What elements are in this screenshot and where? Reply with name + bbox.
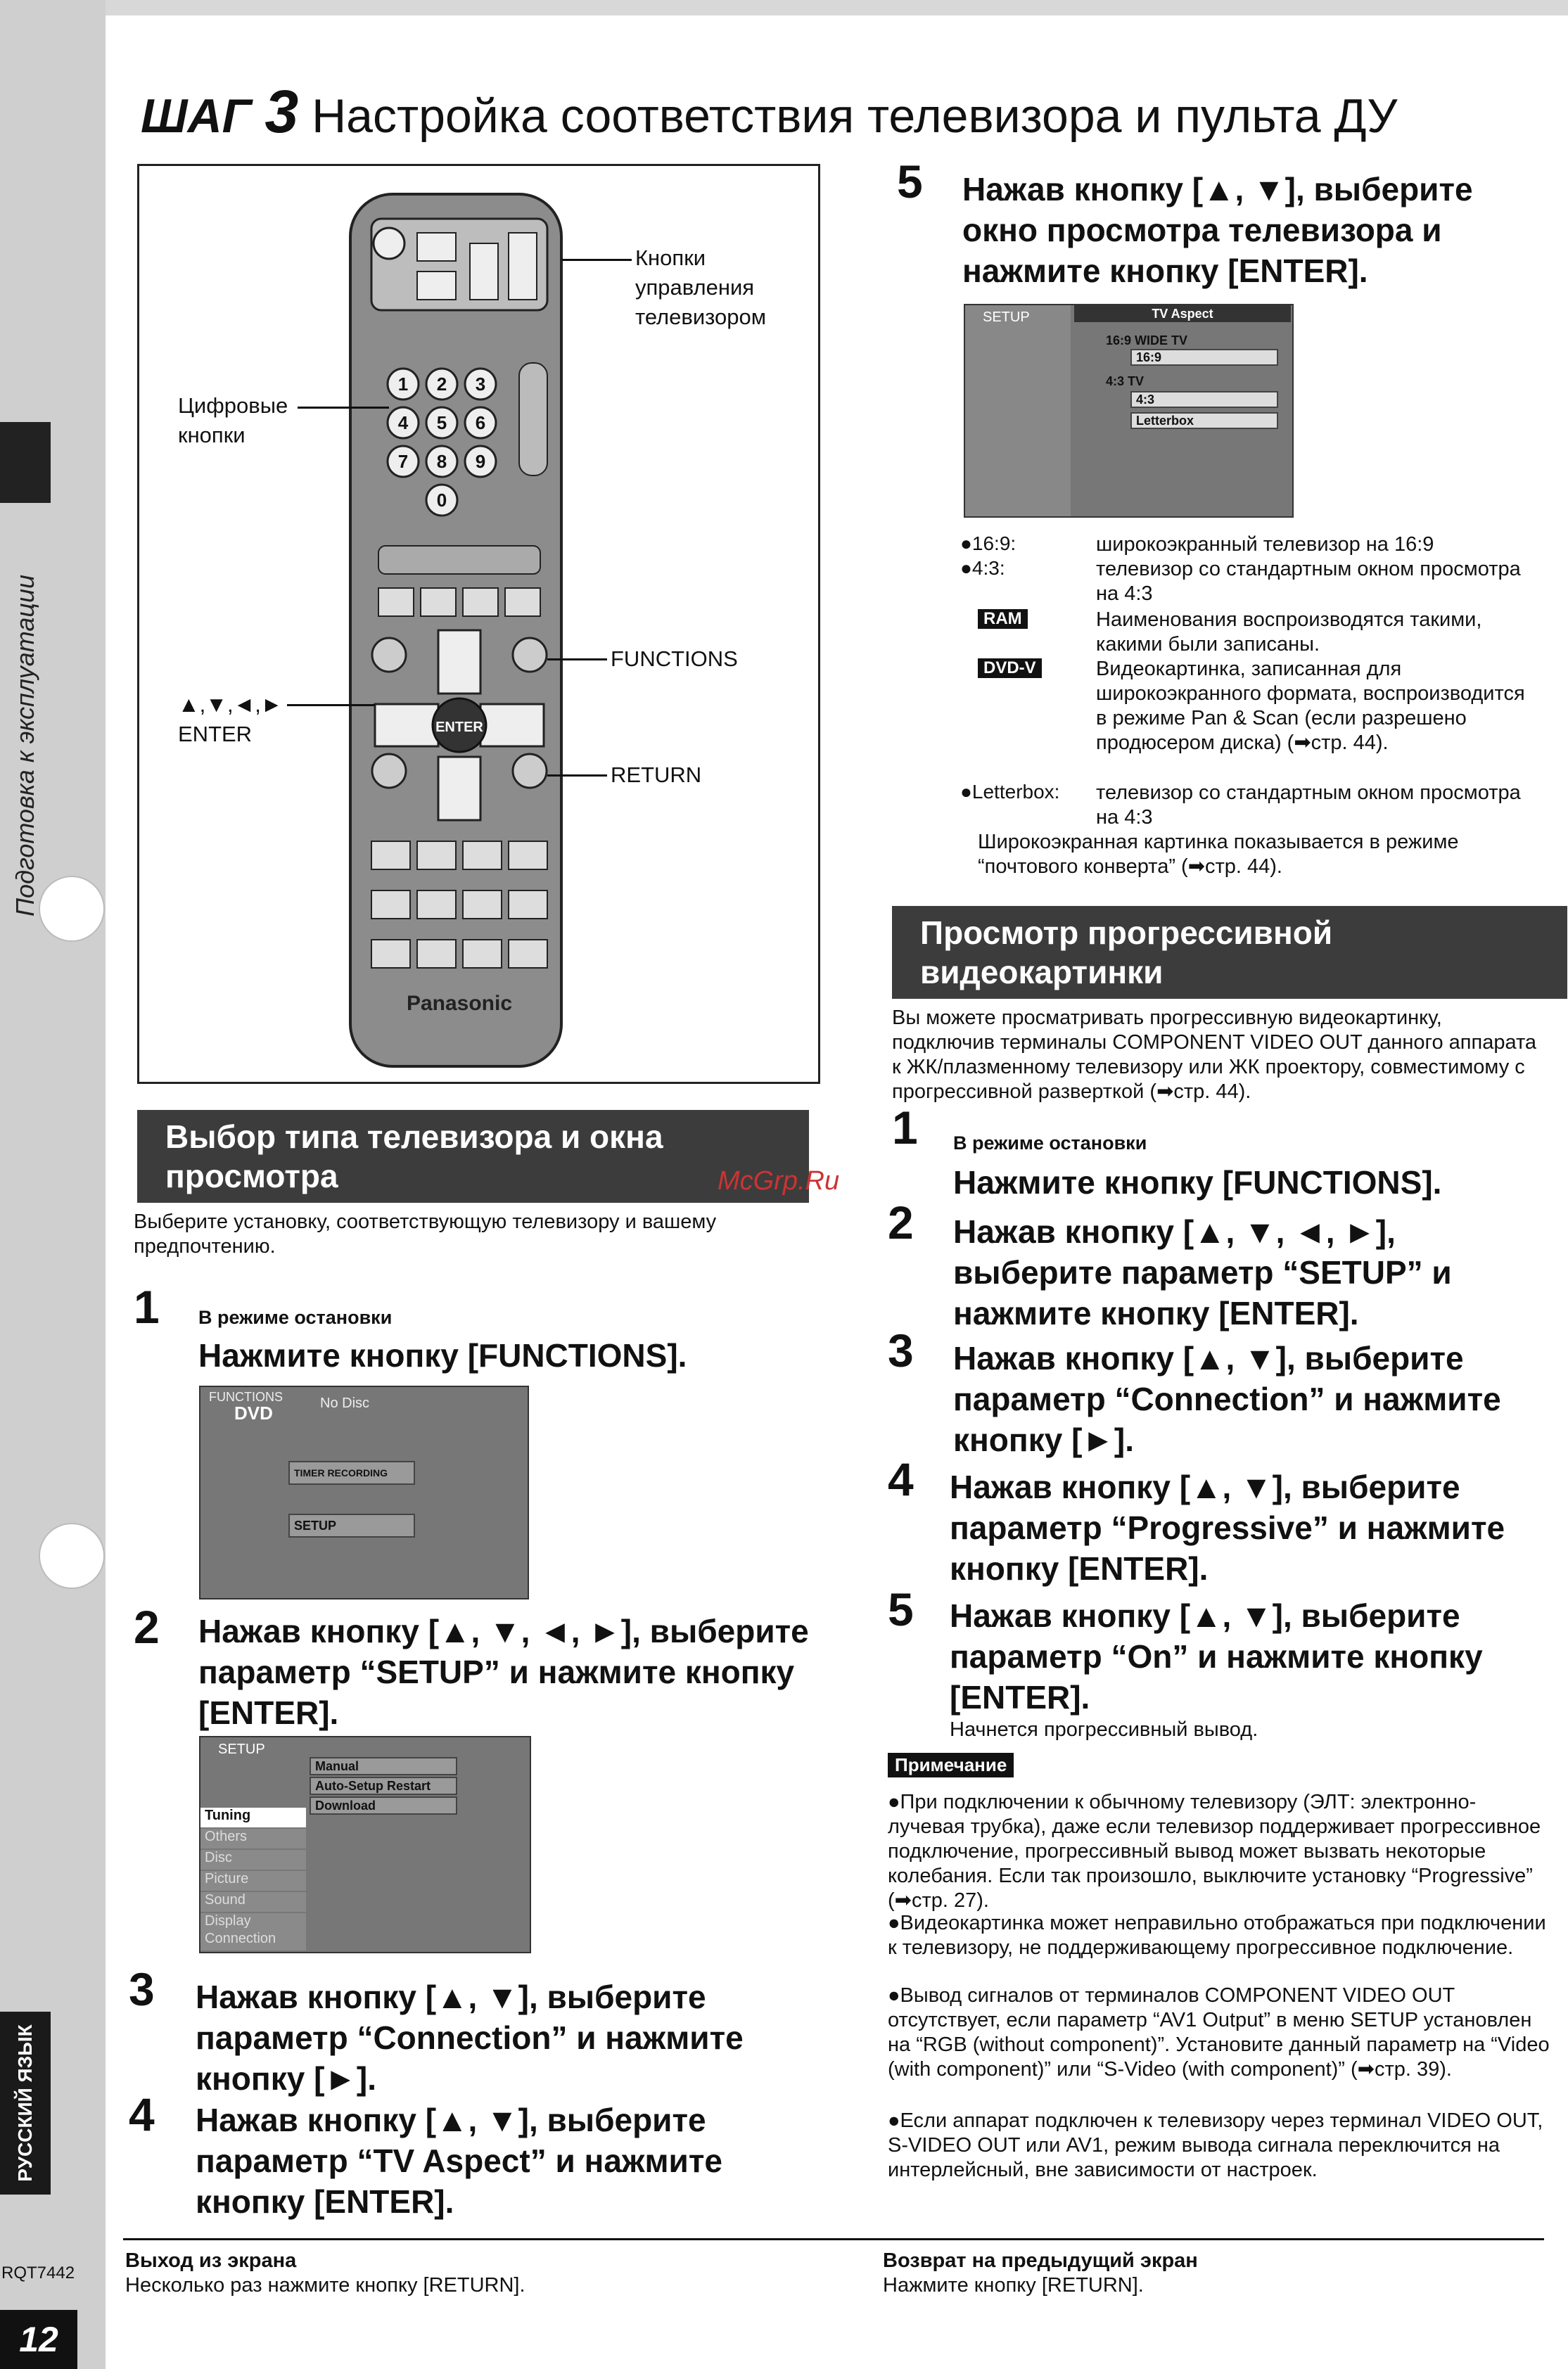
menu-item-auto-setup[interactable]: Auto-Setup Restart [310,1777,457,1795]
menu-item-download[interactable]: Download [310,1796,457,1815]
step-instruction: Нажав кнопку [▲, ▼], выберите параметр “Progressive” и нажмите кнопку [ENTER]. [950,1469,1505,1587]
side-item-others[interactable]: Others [200,1829,306,1848]
step-number: 3 [888,1324,914,1377]
step-number: 2 [134,1601,160,1653]
footer-left-text: Несколько раз нажмите кнопку [RETURN]. [125,2274,525,2297]
step-instruction: Нажав кнопку [▲, ▼], выберите окно просмотра телевизора и нажмите кнопку [ENTER]. [962,171,1473,289]
side-item-picture[interactable]: Picture [200,1871,306,1891]
step-instruction: Нажав кнопку [▲, ▼, ◄, ►], выберите параметр “SETUP” и нажмите кнопку [ENTER]. [198,1613,809,1731]
binder-hole [39,876,105,942]
leader-line [547,658,607,660]
note-item: ●Видеокартинка может неправильно отображаться при подключении к телевизору, не поддерживающему прогрессивное подключение. [888,1912,1546,1959]
def-term: ●Letterbox: [960,781,1060,803]
def-desc: Видеокартинка, записанная для широкоэкранного формата, воспроизводится в режиме Pan & Scan (если разрешено продюсером диска) (➡стр. 44). [1096,658,1525,754]
menu-item-manual[interactable]: Manual [310,1757,457,1775]
def-term: ●16:9: [960,532,1016,554]
step-instruction: Нажав кнопку [▲, ▼], выберите параметр “Connection” и нажмите кнопку [►]. [196,1979,744,2097]
screen-title: SETUP [218,1742,265,1757]
tv-aspect-screen [964,304,1294,518]
svg-text:0: 0 [436,490,447,511]
step-number: 2 [888,1196,914,1249]
step-result: Начнется прогрессивный вывод. [950,1718,1258,1741]
step-instruction: Нажав кнопку [▲, ▼], выберите параметр “TV Aspect” и нажмите кнопку [ENTER]. [196,2102,722,2220]
leader-line [561,259,632,261]
side-item-connection[interactable]: Connection [200,1931,306,1950]
screen-sidebar [965,305,1071,516]
svg-text:6: 6 [475,412,486,433]
top-border [0,0,1568,15]
option-16-9[interactable]: 16:9 [1130,349,1278,366]
svg-text:1: 1 [397,373,409,395]
menu-item-setup[interactable]: SETUP [288,1514,415,1538]
enter-key-label: ENTER [435,720,483,735]
svg-text:8: 8 [436,451,447,472]
sidebar-section-label: Подготовка к эксплуатации [11,574,39,917]
option-group-wide: 16:9 WIDE TV [1106,333,1188,347]
step-instruction: Нажав кнопку [▲, ▼], выберите параметр “On” и нажмите кнопку [ENTER]. [950,1597,1483,1716]
step-precondition: В режиме остановки [198,1307,393,1328]
model-code: RQT7442 [1,2263,75,2282]
def-desc: телевизор со стандартным окном просмотра на 4:3 [1096,781,1521,829]
leader-line [287,704,375,706]
step-precondition: В режиме остановки [953,1132,1147,1154]
setup-screen [199,1736,531,1953]
screen-title: FUNCTIONS [209,1390,283,1404]
remote-illustration [137,164,820,1084]
footer-rule [123,2238,1544,2240]
note-item: ●Если аппарат подключен к телевизору через терминал VIDEO OUT, S-VIDEO OUT или AV1, режим вывода сигнала переключится на интерлейсный, вне зависимости от настроек. [888,2109,1543,2181]
sidebar-marker [0,422,51,503]
svg-text:5: 5 [436,412,447,433]
section-heading-tv-type: Выбор типа телевизора и окна просмотра [137,1110,809,1203]
letterbox-note: Широкоэкранная картинка показывается в режиме “почтового конверта” (➡стр. 44). [978,831,1459,878]
functions-screen [199,1386,529,1599]
def-desc: телевизор со стандартным окном просмотра на 4:3 [1096,558,1521,605]
svg-text:9: 9 [475,451,486,472]
step-instruction: Нажав кнопку [▲, ▼], выберите параметр “Connection” и нажмите кнопку [►]. [953,1340,1501,1458]
badge-ram: RAM [978,609,1028,629]
section-intro: Вы можете просматривать прогрессивную видеокартинку, подключив терминалы COMPONENT VIDEO OUT данного аппарата к ЖК/плазменному телевизору или ЖК проектору, совместимому с прогрессивной разверткой (➡стр. 44). [892,1007,1537,1103]
step-number: 3 [129,1963,155,2015]
step-number: 5 [888,1583,914,1635]
svg-text:2: 2 [436,373,447,395]
callout-return: RETURN [611,762,702,787]
note-item: ●При подключении к обычному телевизору (ЭЛТ: электронно-лучевая трубка), даже если телевизор поддерживает прогрессивное подключение, прогрессивный вывод может вызвать некоторые колебания. Если так произошло, выключите установку “Progressive” (➡стр. 27). [888,1791,1541,1912]
svg-text:7: 7 [397,451,409,472]
binder-hole [39,1523,105,1589]
def-desc: Наименования воспроизводятся такими, какими были записаны. [1096,608,1482,656]
screen-subtitle: DVD [234,1403,273,1424]
step-number: 4 [888,1453,914,1505]
def-desc: широкоэкранный телевизор на 16:9 [1096,533,1434,556]
callout-functions: FUNCTIONS [611,646,738,671]
step-number: 4 [129,2088,155,2140]
step-instruction: Нажмите кнопку [FUNCTIONS]. [198,1337,687,1374]
side-item-disc[interactable]: Disc [200,1850,306,1870]
side-item-sound[interactable]: Sound [200,1892,306,1912]
footer-left-title: Выход из экрана [125,2249,297,2272]
step-number: 1 [892,1102,918,1154]
section-heading-progressive: Просмотр прогрессивной видеокартинки [892,906,1567,999]
note-badge: Примечание [888,1753,1014,1777]
remote-brand: Panasonic [406,992,513,1015]
option-4-3[interactable]: 4:3 [1130,391,1278,408]
callout-arrows-enter: ▲,▼,◄,► ENTER [178,692,283,746]
screen-title: TV Aspect [1074,305,1291,322]
page-number: 12 [0,2310,77,2369]
step-instruction: Нажмите кнопку [FUNCTIONS]. [953,1164,1442,1201]
def-term: ●4:3: [960,557,1005,579]
side-item-tuning[interactable]: Tuning [200,1808,306,1827]
leader-line [547,774,607,777]
note-item: ●Вывод сигналов от терминалов COMPONENT VIDEO OUT отсутствует, если параметр “AV1 Output” в меню SETUP установлен на “RGB (without component)”. Установите данный параметр на “Video (with component)” или “S-Video (with component)” (➡стр. 39). [888,1984,1550,2081]
page-title: ШАГ 3 Настройка соответствия телевизора и пульта ДУ [141,78,1398,146]
watermark: McGrp.Ru [718,1166,840,1196]
leader-line [298,407,389,409]
step-number: 1 [134,1281,160,1333]
step-instruction: Нажав кнопку [▲, ▼, ◄, ►], выберите параметр “SETUP” и нажмите кнопку [ENTER]. [953,1213,1452,1332]
option-letterbox[interactable]: Letterbox [1130,412,1278,429]
svg-text:3: 3 [475,373,486,395]
side-item-display[interactable]: Display [200,1913,306,1933]
callout-numeric-buttons: Цифровые кнопки [178,393,288,447]
screen-left-title: SETUP [983,309,1030,325]
menu-item-timer-recording[interactable]: TIMER RECORDING [288,1461,415,1485]
callout-tv-buttons: Кнопки управления телевизором [635,245,767,329]
option-group-standard: 4:3 TV [1106,374,1145,388]
svg-text:4: 4 [397,412,409,433]
language-tab: РУССКИЙ ЯЗЫК [0,2012,51,2195]
section-intro: Выберите установку, соответствующую телевизору и вашему предпочтению. [134,1211,717,1258]
screen-disc-status: No Disc [320,1396,370,1411]
step-number: 5 [897,155,923,207]
badge-dvd-v: DVD-V [978,658,1042,678]
footer-right-text: Нажмите кнопку [RETURN]. [883,2274,1144,2297]
footer-right-title: Возврат на предыдущий экран [883,2249,1198,2272]
